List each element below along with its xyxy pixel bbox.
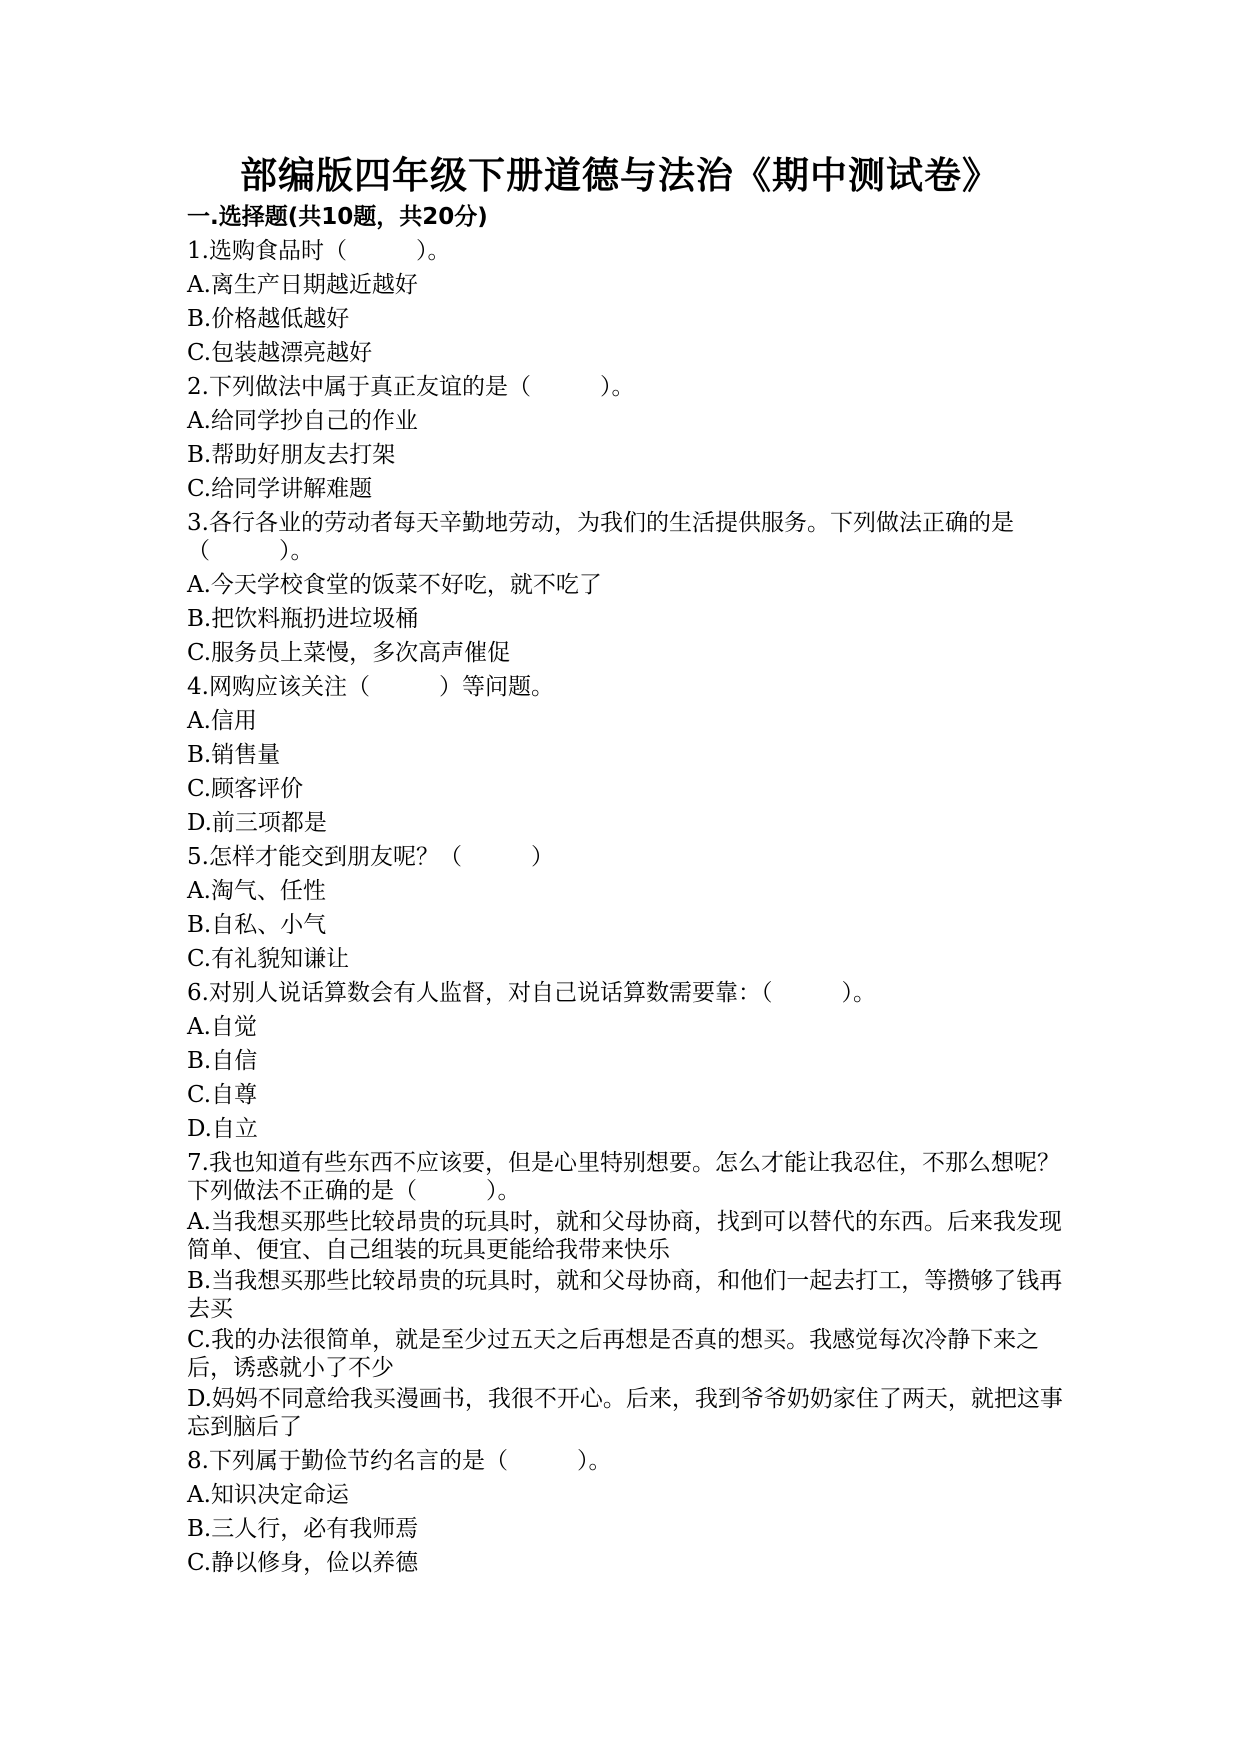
answer-option-c: C.顾客评价 <box>187 776 304 802</box>
answer-option-b: B.帮助好朋友去打架 <box>187 442 396 468</box>
answer-option-c: C.服务员上菜慢，多次高声催促 <box>187 640 511 666</box>
answer-option-c: C.自尊 <box>187 1082 258 1108</box>
answer-option-a: A.当我想买那些比较昂贵的玩具时，就和父母协商，找到可以替代的东西。后来我发现简单、便宜、自己组装的玩具更能给我带来快乐 <box>187 1209 1062 1263</box>
answer-option-c: C.有礼貌知谦让 <box>187 946 350 972</box>
answer-option-a: A.今天学校食堂的饭菜不好吃，就不吃了 <box>187 572 602 598</box>
answer-option-a: A.给同学抄自己的作业 <box>187 408 418 434</box>
answer-option-c: C.静以修身，俭以养德 <box>187 1550 419 1576</box>
question-2 <box>187 370 1067 506</box>
answer-option-d: D.自立 <box>187 1116 258 1142</box>
answer-option-b: B.三人行，必有我师焉 <box>187 1516 419 1542</box>
question-stem: 5.怎样才能交到朋友呢？（ ） <box>187 844 554 870</box>
question-6 <box>187 976 1067 1146</box>
answer-option-c: C.包装越漂亮越好 <box>187 340 373 366</box>
answer-option-a: A.信用 <box>187 708 257 734</box>
answer-option-b: B.当我想买那些比较昂贵的玩具时，就和父母协商，和他们一起去打工，等攒够了钱再去买 <box>187 1268 1063 1322</box>
question-stem: 6.对别人说话算数会有人监督，对自己说话算数需要靠：（ ）。 <box>187 980 876 1006</box>
answer-option-b: B.把饮料瓶扔进垃圾桶 <box>187 606 419 632</box>
question-1 <box>187 234 1067 370</box>
exam-title: 部编版四年级下册道德与法治《期中测试卷》 <box>240 154 1000 197</box>
answer-option-d: D.前三项都是 <box>187 810 327 836</box>
question-stem: 8.下列属于勤俭节约名言的是（ ）。 <box>187 1448 612 1474</box>
answer-option-a: A.淘气、任性 <box>187 878 326 904</box>
question-4 <box>187 670 1067 840</box>
answer-option-c: C.我的办法很简单，就是至少过五天之后再想是否真的想买。我感觉每次冷静下来之后，诱惑就小了不少 <box>187 1327 1040 1381</box>
question-stem: 1.选购食品时（ ）。 <box>187 238 451 264</box>
question-stem: 4.网购应该关注（ ）等问题。 <box>187 674 554 700</box>
answer-option-c: C.给同学讲解难题 <box>187 476 373 502</box>
exam-content <box>187 200 1067 1580</box>
question-3 <box>187 506 1067 670</box>
answer-option-b: B.销售量 <box>187 742 281 768</box>
question-stem: 2.下列做法中属于真正友谊的是（ ）。 <box>187 374 635 400</box>
section-heading: 一.选择题(共10题，共20分) <box>187 204 488 230</box>
answer-option-a: A.自觉 <box>187 1014 257 1040</box>
answer-option-b: B.价格越低越好 <box>187 306 350 332</box>
question-stem: 3.各行各业的劳动者每天辛勤地劳动，为我们的生活提供服务。下列做法正确的是（ ）。 <box>187 510 1014 564</box>
question-stem: 7.我也知道有些东西不应该要，但是心里特别想要。怎么才能让我忍住，不那么想呢？下列做法不正确的是（ ）。 <box>187 1150 1060 1204</box>
answer-option-a: A.知识决定命运 <box>187 1482 349 1508</box>
answer-option-b: B.自信 <box>187 1048 258 1074</box>
answer-option-a: A.离生产日期越近越好 <box>187 272 418 298</box>
question-5 <box>187 840 1067 976</box>
answer-option-b: B.自私、小气 <box>187 912 327 938</box>
answer-option-d: D.妈妈不同意给我买漫画书，我很不开心。后来，我到爷爷奶奶家住了两天，就把这事忘到脑后了 <box>187 1386 1063 1440</box>
question-8 <box>187 1444 1067 1580</box>
question-7 <box>187 1146 1067 1444</box>
